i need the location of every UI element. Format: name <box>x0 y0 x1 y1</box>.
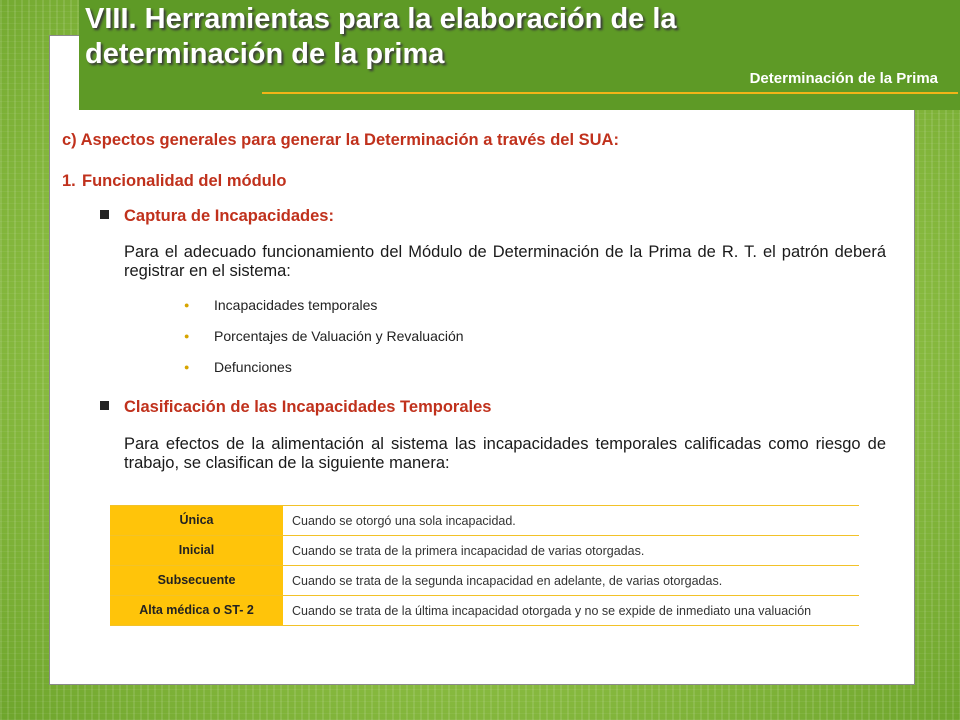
numbered-heading <box>62 172 286 191</box>
capture-items-list <box>184 297 464 390</box>
banner-divider <box>262 92 958 94</box>
section-heading: c) Aspectos generales para generar la Determinación a través del SUA: <box>62 131 619 149</box>
section-subtitle: Determinación de la Prima <box>749 70 938 87</box>
table-row <box>110 536 859 566</box>
table-row <box>110 596 859 626</box>
square-bullet-icon <box>100 210 109 219</box>
dot-bullet-icon: ● <box>184 331 190 341</box>
list-item-label: Defunciones <box>214 359 292 375</box>
bullet-heading-capture <box>100 207 334 226</box>
list-item-label: Incapacidades temporales <box>214 297 378 313</box>
capture-paragraph: Para el adecuado funcionamiento del Módulo de Determinación de la Prima de R. T. el patrón deberá registrar en el sistema: <box>124 243 886 280</box>
table-description-cell: Cuando se trata de la segunda incapacidad en adelante, de varias otorgadas. <box>283 566 859 596</box>
table-description-cell: Cuando se otorgó una sola incapacidad. <box>283 506 859 536</box>
table-term-cell: Inicial <box>110 536 283 566</box>
table-description-cell: Cuando se trata de la primera incapacidad de varias otorgadas. <box>283 536 859 566</box>
table-term-cell: Subsecuente <box>110 566 283 596</box>
list-number: 1. <box>62 172 76 190</box>
table-row <box>110 506 859 536</box>
square-bullet-icon <box>100 401 109 410</box>
table-description-cell: Cuando se trata de la última incapacidad otorgada y no se expide de inmediato una valuación <box>283 596 859 626</box>
list-item-label: Porcentajes de Valuación y Revaluación <box>214 328 464 344</box>
classification-table <box>110 505 859 626</box>
table-term-cell: Única <box>110 506 283 536</box>
bullet-heading-label: Clasificación de las Incapacidades Temporales <box>124 398 492 416</box>
table-term-cell: Alta médica o ST- 2 <box>110 596 283 626</box>
classification-paragraph: Para efectos de la alimentación al sistema las incapacidades temporales calificadas como riesgo de trabajo, se clasifican de la siguiente manera: <box>124 435 886 472</box>
list-item <box>184 328 464 359</box>
page-title: VIII. Herramientas para la elaboración de la determinación de la prima <box>85 3 677 70</box>
list-item <box>184 297 464 328</box>
numbered-heading-label: Funcionalidad del módulo <box>82 172 287 190</box>
list-item <box>184 359 464 390</box>
dot-bullet-icon: ● <box>184 362 190 372</box>
bullet-heading-classification <box>100 398 491 417</box>
dot-bullet-icon: ● <box>184 300 190 310</box>
bullet-heading-label: Captura de Incapacidades: <box>124 207 334 225</box>
table-row <box>110 566 859 596</box>
